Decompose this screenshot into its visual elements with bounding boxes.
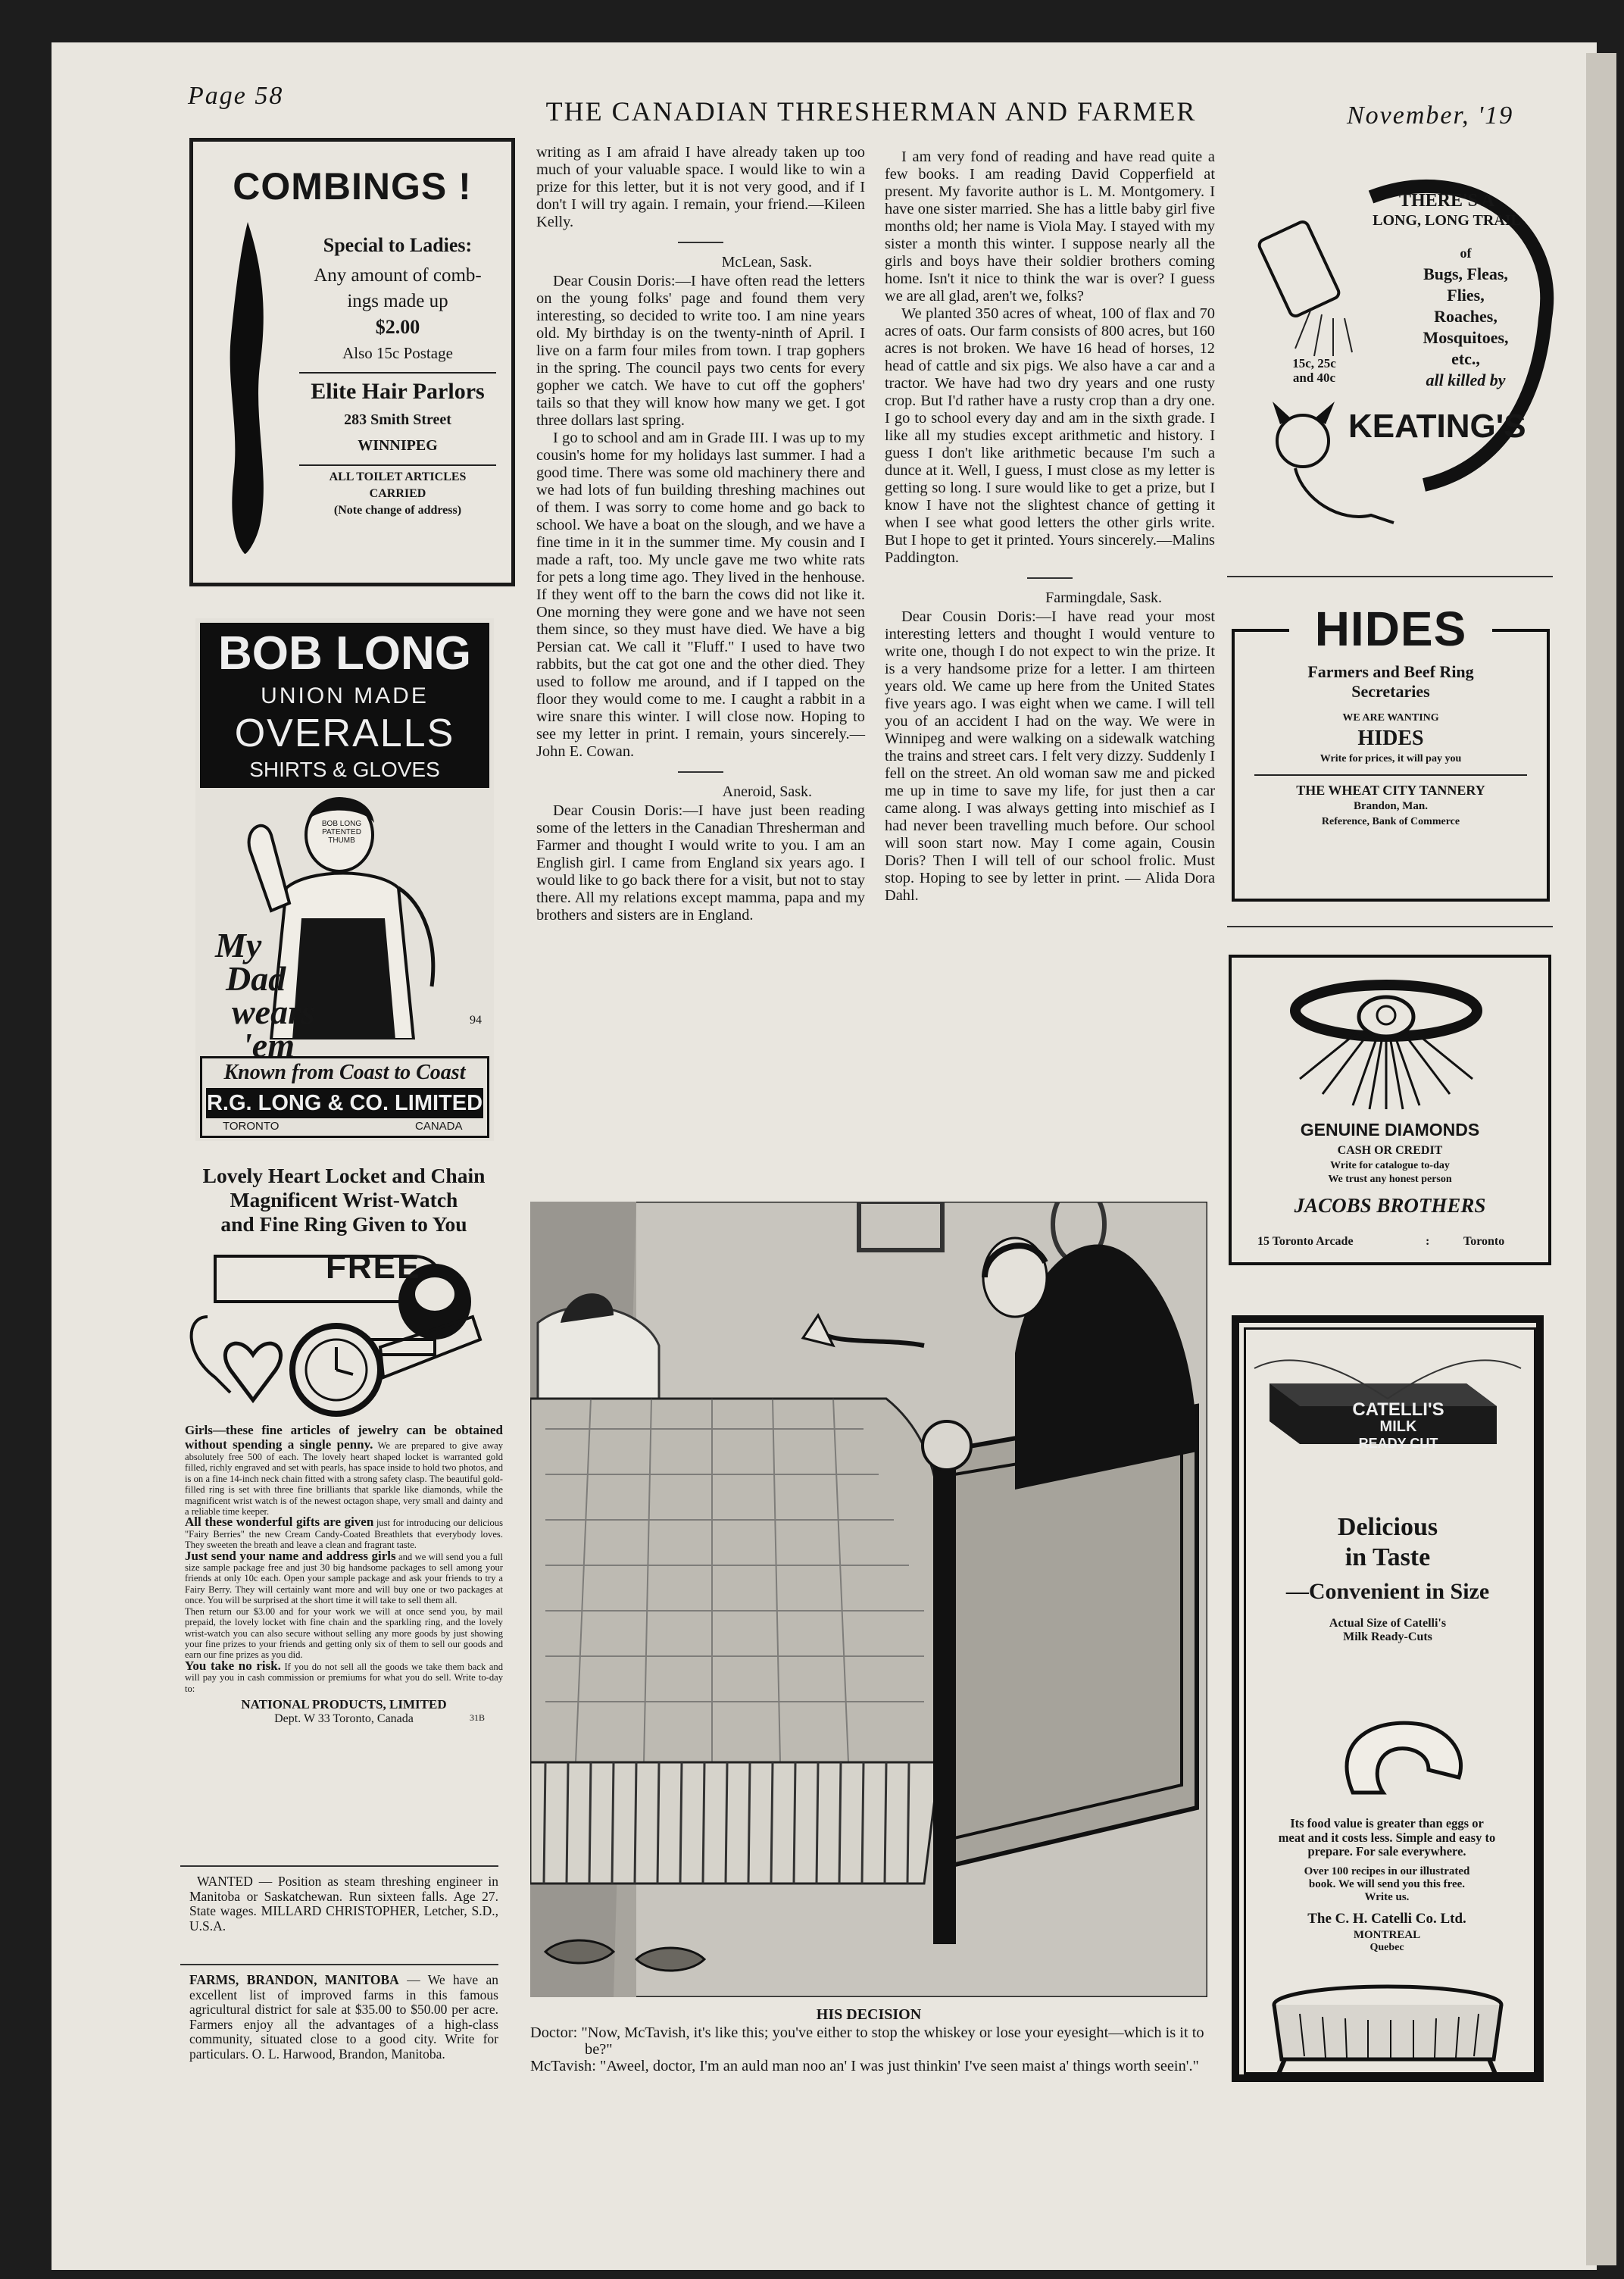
catelli-province: Quebec	[1369, 1941, 1404, 1953]
combings-line2: ings made up	[347, 291, 448, 311]
catelli-delicious: Delicious	[1337, 1513, 1438, 1541]
bob-long-ad	[195, 618, 494, 1141]
combings-sub: Special to Ladies:	[323, 234, 473, 256]
thumb-label-2: PATENTED	[322, 828, 361, 836]
divider	[180, 1964, 498, 1965]
locket-headline-1: Lovely Heart Locket and Chain	[202, 1164, 486, 1187]
catelli-in-taste: in Taste	[1344, 1543, 1431, 1571]
bob-long-overalls: OVERALLS	[234, 711, 455, 755]
catelli-company: The C. H. Catelli Co. Ltd.	[1307, 1910, 1466, 1927]
known-coast-to-coast: Known from Coast to Coast	[223, 1061, 466, 1084]
hides-ad	[1229, 600, 1553, 911]
hides-write: Write for prices, it will pay you	[1320, 753, 1462, 764]
combings-line1: Any amount of comb-	[314, 265, 482, 286]
cartoon-title: HIS DECISION	[816, 2006, 922, 2023]
cartoon-caption-doctor: Doctor: "Now, McTavish, it's like this; you've either to stop the whiskey or lose your eyesight—which is it to be?"	[530, 2024, 1204, 2058]
mclean-dateline: McLean, Sask.	[721, 254, 812, 270]
locket-para-1-lead: Girls—these fine articles of jewelry can be obtained without spending a single penny.	[185, 1423, 503, 1452]
combings-address: 283 Smith Street	[344, 411, 451, 428]
free-label: FREE	[326, 1249, 421, 1286]
letter-aneroid-p1: Dear Cousin Doris:—I have just been reading some of the letters in the Canadian Thresherman and Farmer and thought I would write to you. I am an English girl. I came from England six years ago. I would like to go back there for a visit, but not to stay there. All my relations except mamma, papa and my brothers and sisters are in England.	[536, 802, 865, 924]
letter-kelly-end: writing as I am afraid I have already taken up too much of your valuable space. I would like to win a prize for this letter, but it is not very good, and if I don't I will try again. I remain, your friend.—Kileen Kelly.	[536, 144, 865, 230]
combings-line3: ALL TOILET ARTICLES	[329, 470, 467, 483]
keatings-brand: KEATING'S	[1348, 408, 1526, 445]
page-number: Page 58	[188, 82, 284, 110]
letter-dahl: Dear Cousin Doris:—I have read your most interesting letters and thought I would venture to write one, though I do not expect to win the prize. It is a very handsome prize for a letter. I am thirteen years old. We came up here from the United States five years ago. I was eight when we came. I will tell you of an accident I had on the way. We were in Winnipeg and were walking on a sidewalk watching the trains and street cars. I felt very dizzy. Suddenly I fell on the street. An old woman saw me and picked me up in time to save my life, for just then a car came along. I was always getting into mischief as I had never been travelling much before. Our school will soon start now. May I come again, Cousin Doris? Then I will tell of our school frolic. Must stop. Hoping to see by letter in print. — Alida Dora Dahl.	[885, 608, 1215, 904]
combings-line5: (Note change of address)	[333, 504, 462, 517]
locket-para-3-lead: Just send your name and address girls	[185, 1548, 396, 1563]
divider	[180, 1865, 498, 1867]
keatings-of: of	[1460, 245, 1472, 261]
keatings-item-5: etc.,	[1451, 349, 1480, 368]
diamonds-cash-credit: CASH OR CREDIT	[1337, 1144, 1443, 1157]
handwritten-wears: wears	[232, 993, 315, 1031]
letters-column-2	[885, 148, 1215, 905]
catelli-box-milk: MILK	[1379, 1418, 1417, 1435]
masthead-title: THE CANADIAN THRESHERMAN AND FARMER	[545, 96, 1197, 127]
catelli-milk-ready-cuts: Milk Ready-Cuts	[1343, 1630, 1432, 1643]
farmingdale-dateline: Farmingdale, Sask.	[1045, 589, 1162, 606]
locket-para-5: If you do not sell all the goods we take them back and will pay you in cash commission or premiums for what you do sell. Write to-day to:	[185, 1661, 503, 1694]
divider	[678, 771, 723, 773]
handwritten-dad: Dad	[226, 959, 286, 998]
jacobs-brothers: JACOBS BROTHERS	[1294, 1194, 1486, 1217]
locket-para-2-lead: All these wonderful gifts are given	[185, 1515, 374, 1530]
combings-price: $2.00	[375, 316, 420, 338]
hides-sub-2: Secretaries	[1351, 682, 1430, 701]
diamonds-write: Write for catalogue to-day	[1330, 1160, 1450, 1171]
keatings-item-1: Bugs, Fleas,	[1423, 264, 1508, 283]
keatings-price-2: and 40c	[1292, 370, 1336, 385]
issue-date: November, '19	[1347, 102, 1514, 130]
national-products: NATIONAL PRODUCTS, LIMITED	[241, 1696, 447, 1712]
cartoon-caption	[530, 2024, 1207, 2074]
locket-para-1: We are prepared to give away absolutely free 500 of each. The lovely heart shaped locket is warranted gold filled, richly engraved and set with pearls, has space inside to hold two photos, and is on a fine 14-inch neck chain fitted with a strong safety clasp. The beautiful gold-filled ring is set with three fine brilliants that sparkle like diamonds, while the magnificent wrist watch is of the newest octagon shape, very small and dainty and a reliable time keeper.	[185, 1440, 503, 1518]
locket-para-3: and we will send you a full size sample package free and just 30 big handsome packages to sell among your friends at only 10c each. Open your sample package and ask your friends to try a Fairy Berry. They will certainly want more and will buy one or two packages at once. You will be surprised at the short time it will take to sell them all.	[185, 1551, 503, 1606]
catelli-bowl-illustration	[1239, 1984, 1536, 2082]
keatings-price-1: 15c, 25c	[1292, 356, 1336, 370]
letter-cowan-p2: I go to school and am in Grade III. I was up to my cousin's home for my holidays last summer. I had a good time. There was some old machinery there and we had lots of fun building threshing machines out of them. I was sorry to come home and go back to school. We have a boat on the slough, and we have a fine time in it in the summer time. My cousin and I made a raft, too. My uncle gave me two white rats for pets a long time ago. They lived in the henhouse. If they went off to the barn the cows did not like it. One morning they were gone and we have not seen them since, so they must have died. We have a big Persian cat. We call it "Fluff." I used to have two rabbits, but the cat got one and the other died. They used to follow me around, and if I tapped on the floor they would come to me. I caught a rabbit in a wire snare this winter. I will close now. Hoping to see my letter in print. I remain, yours sincerely.—John E. Cowan.	[536, 430, 865, 760]
divider	[1227, 926, 1553, 927]
combings-postage: Also 15c Postage	[342, 344, 453, 362]
combings-ad	[189, 138, 515, 586]
divider	[1227, 576, 1553, 577]
letters-column-1	[536, 144, 865, 924]
rg-long-toronto: TORONTO	[223, 1120, 280, 1133]
wheat-city-tannery: THE WHEAT CITY TANNERY	[1296, 783, 1485, 798]
letter-aneroid-p3: We planted 350 acres of wheat, 100 of flax and 70 acres of oats. Our farm consists of 800 acres, but 160 acres is not broken. We have 16 head of horses, 12 head of cattle and six pigs. We also have a car and a tractor. We have had two dry years and one rusty crop. But I'd rather have a rusty crop than a dry one. I go to school every day and am in the sixth grade. I like all my studies except arithmetic and history. I guess I don't like arithmetic because I'm such a dunce at it. Well, I guess, I must close as my letter is getting so long. I sure would like to get a prize, but I know I have not the slightest chance of getting it when I see what good letters the other girls write. But I hope to get it printed. Yours sincerely.—Malins Paddington.	[885, 305, 1215, 566]
tannery-location: Brandon, Man.	[1354, 800, 1428, 812]
hides-sub-1: Farmers and Beef Ring	[1307, 662, 1474, 681]
keatings-item-2: Flies,	[1447, 286, 1485, 305]
catelli-convenient: —Convenient in Size	[1285, 1579, 1490, 1604]
ad-number: 94	[470, 1014, 482, 1027]
bob-long-shirts: SHIRTS & GLOVES	[249, 758, 440, 781]
locket-para-4: Then return our $3.00 and for your work we will at once send you, by mail prepaid, the lovely locket with fine chain and the sparkling ring, and the lovely wrist-watch you can also secure without selling any more goods by just showing your fine prizes to your friends and getting only six of them to sell our goods and earn our fine prizes as you did.	[185, 1605, 503, 1661]
catelli-actual-size: Actual Size of Catelli's	[1329, 1617, 1447, 1630]
bob-long-union: UNION MADE	[261, 683, 429, 708]
locket-headline-3: and Fine Ring Given to You	[220, 1212, 467, 1236]
keatings-tagline-2: LONG, LONG TRAIL	[1373, 212, 1521, 229]
bob-long-brand: BOB LONG	[217, 627, 472, 680]
catelli-recipes: Over 100 recipes in our illustrated book. We will send you this free. Write us.	[1304, 1865, 1470, 1903]
catelli-ad	[1232, 1315, 1544, 2082]
aneroid-dateline: Aneroid, Sask.	[722, 783, 812, 800]
combings-line4: CARRIED	[369, 487, 426, 500]
letter-aneroid-p2: I am very fond of reading and have read quite a few books. I am reading David Copperfield at present. My favorite author is L. M. Montgomery. I have one sister married. She has a little baby girl five months old; her name is Viola May. I stayed with my sister a month this winter. I suppose nearly all the girls and boys have their soldier brothers coming home. Isn't it nice to think the war is over? I guess we are all glad, aren't we, folks?	[885, 148, 1215, 305]
locket-para-2: just for introducing our delicious "Fairy Berries" the new Cream Candy-Coated Breathlets that everybody loves. They sweeten the breath and leave a clean and fragrant taste.	[185, 1518, 503, 1551]
catelli-box-ready: READY CUT	[1358, 1436, 1438, 1451]
catelli-city: MONTREAL	[1353, 1928, 1421, 1941]
keatings-killed-by: all killed by	[1426, 370, 1506, 389]
handwritten-my: My	[215, 926, 262, 964]
rg-long-canada: CANADA	[415, 1120, 463, 1133]
cartoon-caption-mctavish: McTavish: "Aweel, doctor, I'm an auld man noo an' I was just thinkin' I've seen maist a' things worth seein'."	[530, 2058, 1199, 2074]
divider	[678, 242, 723, 243]
national-products-code: 31B	[469, 1712, 485, 1723]
farms-body: — We have an excellent list of improved farms in this famous agricultural district for sale at $35.00 to $50.00 per acre. Farmers enjoy all the advantages of a high-class community, situated close to a good city. Write for particulars. O. L. Harwood, Brandon, Manitoba.	[189, 1973, 498, 2062]
jacobs-diamonds-ad	[1229, 955, 1551, 1265]
catelli-box-brand: CATELLI'S	[1352, 1399, 1444, 1420]
farms-heading: FARMS, BRANDON, MANITOBA	[189, 1973, 399, 1987]
rg-long-company: R.G. LONG & CO. LIMITED	[206, 1088, 483, 1118]
keatings-ad	[1242, 167, 1560, 553]
diamonds-title: GENUINE DIAMONDS	[1300, 1120, 1480, 1140]
jacobs-city: Toronto	[1463, 1235, 1505, 1248]
combings-city: WINNIPEG	[358, 437, 438, 454]
thumb-label-3: THUMB	[328, 836, 355, 845]
cartoon-illustration	[530, 1202, 1207, 1997]
keatings-tagline-1: THERE'S A	[1398, 191, 1495, 211]
hides-title: HIDES	[1289, 600, 1492, 658]
locket-para-5-lead: You take no risk.	[185, 1658, 281, 1673]
national-products-address: Dept. W 33 Toronto, Canada	[274, 1712, 414, 1725]
hides-wanting: WE ARE WANTING	[1342, 712, 1439, 724]
page-edge	[1586, 53, 1616, 2265]
farms-classified	[189, 1973, 498, 2109]
wanted-classified: WANTED — Position as steam threshing engineer in Manitoba or Saskatchewan. Run sixteen falls. Age 27. State wages. MILLARD CHRISTOPHER, Letcher, S.D., U.S.A.	[189, 1874, 498, 1934]
locket-headline-2: Magnificent Wrist-Watch	[230, 1188, 458, 1211]
jacobs-separator: :	[1426, 1235, 1430, 1248]
diamonds-trust: We trust any honest person	[1328, 1174, 1452, 1185]
handwritten-em: 'em	[242, 1026, 295, 1064]
diamond-ring-illustration	[1232, 973, 1548, 1124]
macaroni-piece-illustration	[1239, 1709, 1536, 1808]
divider	[1027, 577, 1073, 579]
hair-switch-image	[223, 222, 269, 555]
catelli-food-value: Its food value is greater than eggs or meat and it costs less. Simple and easy to prepare. For sale everywhere.	[1278, 1816, 1496, 1859]
hides-word: HIDES	[1357, 727, 1424, 750]
jacobs-address: 15 Toronto Arcade	[1257, 1235, 1354, 1248]
combings-title: COMBINGS !	[233, 165, 472, 208]
jewelry-offer-ad	[185, 1164, 503, 1846]
thumb-label-1: BOB LONG	[321, 820, 362, 828]
combings-shop: Elite Hair Parlors	[311, 379, 485, 404]
tannery-reference: Reference, Bank of Commerce	[1321, 816, 1460, 827]
letter-cowan-p1: Dear Cousin Doris:—I have often read the letters on the young folks' page and found them very interesting, so decided to write too. I am nine years old. My birthday is on the twenty-ninth of April. I live on a farm four miles from town. I trap gophers in the spring. The council pays two cents for every gopher we catch. We have to cut off the gophers' tails so that they will know how many we get. I got three dollars last spring.	[536, 273, 865, 429]
keatings-item-4: Mosquitoes,	[1423, 328, 1509, 347]
keatings-item-3: Roaches,	[1434, 307, 1498, 326]
